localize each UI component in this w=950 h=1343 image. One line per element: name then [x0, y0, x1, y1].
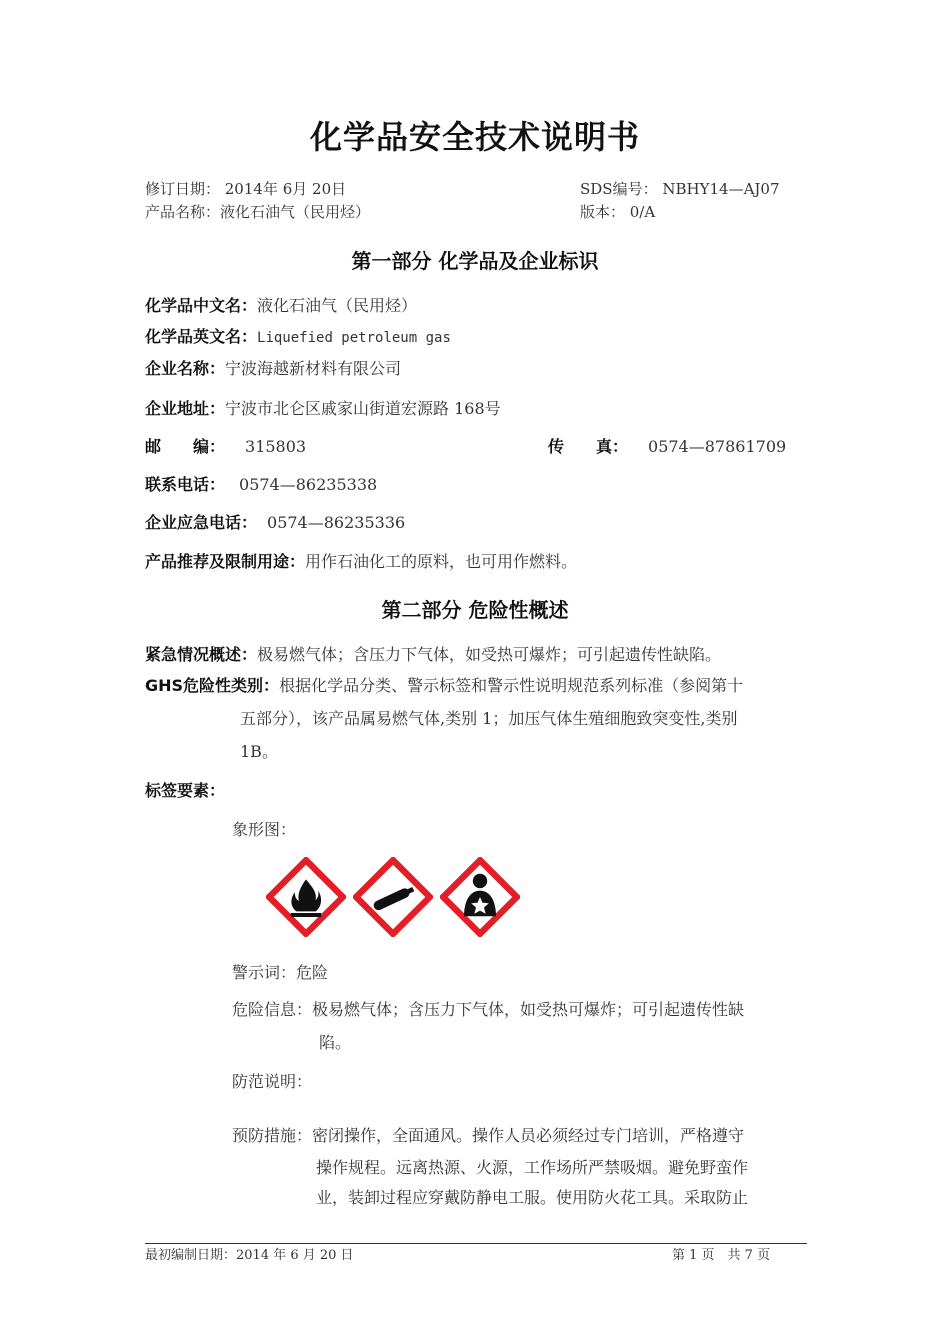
ghs-line-2: 五部分），该产品属易燃气体,类别 1；加压气体生殖细胞致突变性,类别 — [240, 709, 738, 728]
phone-label: 联系电话： — [145, 475, 226, 494]
prevention-label: 预防措施： — [232, 1126, 313, 1145]
fax-row — [548, 434, 786, 457]
emergency-row — [145, 510, 405, 533]
hazard-info-label: 危险信息： — [232, 1000, 313, 1019]
footer-first-compiled: 最初编制日期：2014 年 6 月 20 日 — [145, 1248, 354, 1263]
ghs-line-1: 根据化学品分类、警示标签和警示性说明规范系列标准（参阅第十 — [279, 676, 744, 695]
ghs-row — [145, 673, 743, 696]
en-name-row — [145, 324, 451, 347]
usage-label: 产品推荐及限制用途： — [145, 552, 306, 571]
product-name: 产品名称：液化石油气（民用烃） — [145, 203, 371, 221]
emergency-overview-row — [145, 642, 721, 665]
company-label: 企业名称： — [145, 359, 226, 378]
postcode-label: 邮 编： — [145, 437, 226, 456]
prevention-row — [232, 1123, 744, 1146]
prevention-line-3: 业，装卸过程应穿戴防静电工服。使用防火花工具。采取防止 — [316, 1188, 749, 1207]
pictogram-label: 象形图： — [232, 820, 297, 839]
cn-name-row — [145, 293, 417, 316]
en-name-value: Liquefied petroleum gas — [257, 330, 451, 346]
hazard-info-row — [232, 997, 744, 1020]
address-value: 宁波市北仑区戚家山街道宏源路 168号 — [225, 399, 501, 418]
signal-word: 警示词：危险 — [232, 963, 329, 982]
prevention-line-2: 操作规程。远离热源、火源，工作场所严禁吸烟。避免野蛮作 — [316, 1158, 749, 1177]
usage-value: 用作石油化工的原料，也可用作燃料。 — [305, 552, 578, 571]
phone-row — [145, 472, 377, 495]
phone-value: 0574—86235338 — [239, 475, 378, 494]
hazard-info-line-1: 极易燃气体；含压力下气体，如受热可爆炸；可引起遗传性缺 — [312, 1000, 745, 1019]
emergency-label: 企业应急电话： — [145, 513, 258, 532]
ghs-line-3: 1B。 — [240, 742, 278, 761]
address-row — [145, 396, 501, 419]
cn-name-label: 化学品中文名： — [145, 296, 258, 315]
hazard-info-line-2: 陷。 — [319, 1033, 352, 1052]
gas-cylinder-icon — [353, 857, 433, 937]
precaution-label: 防范说明： — [232, 1072, 313, 1091]
emergency-overview-label: 紧急情况概述： — [145, 645, 258, 664]
usage-row — [145, 549, 577, 572]
health-hazard-icon — [440, 857, 520, 937]
section1-heading: 第一部分 化学品及企业标识 — [351, 249, 599, 273]
prevention-line-1: 密闭操作，全面通风。操作人员必须经过专门培训，严格遵守 — [312, 1126, 745, 1145]
version: 版本： 0/A — [580, 203, 656, 221]
fax-value: 0574—87861709 — [648, 437, 787, 456]
label-elements-heading: 标签要素： — [145, 781, 226, 800]
en-name-label: 化学品英文名： — [145, 327, 258, 346]
ghs-label: GHS危险性类别： — [145, 676, 280, 695]
emergency-overview-value: 极易燃气体；含压力下气体，如受热可爆炸；可引起遗传性缺陷。 — [257, 645, 722, 664]
company-value: 宁波海越新材料有限公司 — [225, 359, 402, 378]
postcode-row — [145, 434, 306, 457]
address-label: 企业地址： — [145, 399, 226, 418]
sds-number: SDS编号： NBHY14—AJ07 — [580, 180, 780, 198]
footer-page-info: 第 1 页 共 7 页 — [672, 1248, 771, 1263]
company-row — [145, 356, 401, 379]
emergency-value: 0574—86235336 — [267, 513, 406, 532]
document-title: 化学品安全技术说明书 — [309, 118, 640, 156]
postcode-value: 315803 — [245, 437, 307, 456]
flame-icon — [266, 857, 346, 937]
fax-label: 传 真： — [548, 437, 629, 456]
cn-name-value: 液化石油气（民用烃） — [257, 296, 418, 315]
revision-date: 修订日期： 2014年 6月 20日 — [145, 180, 347, 198]
section2-heading: 第二部分 危险性概述 — [381, 598, 569, 622]
